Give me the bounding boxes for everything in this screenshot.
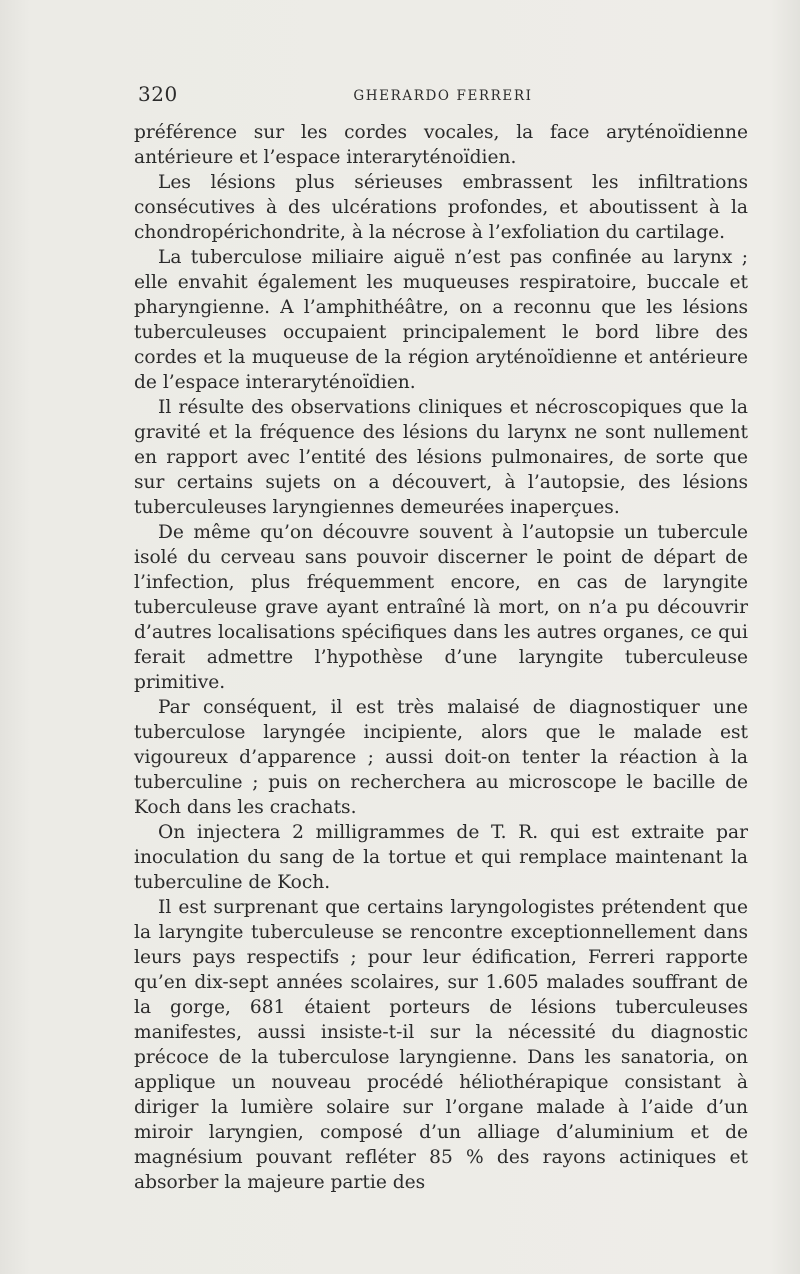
paragraph: Les lésions plus sérieuses embrassent les infiltrations consécutives à des ulcérations profondes, et aboutissent à la chondropérichondrite, à la nécrose à l’exfoliation du cartilage.	[134, 172, 748, 243]
running-head: GHERARDO FERRERI	[353, 88, 533, 104]
page-number: 320	[138, 82, 178, 106]
paragraph: On injectera 2 milligrammes de T. R. qui est extraite par inoculation du sang de la tortue et qui remplace maintenant la tuberculine de Koch.	[134, 822, 748, 893]
paragraph: Par conséquent, il est très malaisé de diagnostiquer une tuberculose laryngée incipiente, alors que le malade est vigoureux d’apparence ; aussi doit-on tenter la réaction à la tuberculine ; puis on recherchera au microscope le bacille de Koch dans les crachats.	[134, 697, 748, 818]
paragraph: Il résulte des observations cliniques et nécroscopiques que la gravité et la fréquence des lésions du larynx ne sont nullement en rapport avec l’entité des lésions pulmonaires, de sorte que sur certains sujets on a découvert, à l’autopsie, des lésions tuberculeuses laryngiennes demeurées inaperçues.	[134, 397, 748, 518]
paragraph-continuation: préférence sur les cordes vocales, la face aryténoïdienne antérieure et l’espace interaryténoïdien.	[134, 122, 748, 168]
paragraph: La tuberculose miliaire aiguë n’est pas confinée au larynx ; elle envahit également les muqueuses respiratoire, buccale et pharyngienne. A l’amphithéâtre, on a reconnu que les lésions tuberculeuses occupaient principalement le bord libre des cordes et la muqueuse de la région aryténoïdienne et antérieure de l’espace interaryténoïdien.	[134, 247, 748, 393]
paragraph: Il est surprenant que certains laryngologistes prétendent que la laryngite tuberculeuse se rencontre exceptionnellement dans leurs pays respectifs ; pour leur édification, Ferreri rapporte qu’en dix-sept années scolaires, sur 1.605 malades souffrant de la gorge, 681 étaient porteurs de lésions tuberculeuses manifestes, aussi insiste-t-il sur la nécessité du diagnostic précoce de la tuberculose laryngienne. Dans les sanatoria, on applique un nouveau procédé héliothérapique consistant à diriger la lumière solaire sur l’organe malade à l’aide d’un miroir laryngien, composé d’un alliage d’aluminium et de magnésium pouvant refléter 85 % des rayons actiniques et absorber la majeure partie des	[134, 897, 748, 1193]
page-header	[138, 82, 748, 110]
body-text	[134, 120, 748, 1195]
paragraph: De même qu’on découvre souvent à l’autopsie un tubercule isolé du cerveau sans pouvoir discerner le point de départ de l’infection, plus fréquemment encore, en cas de laryngite tuberculeuse grave ayant entraîné là mort, on n’a pu découvrir d’autres localisations spécifiques dans les autres organes, ce qui ferait admettre l’hypothèse d’une laryngite tuberculeuse primitive.	[134, 522, 748, 693]
